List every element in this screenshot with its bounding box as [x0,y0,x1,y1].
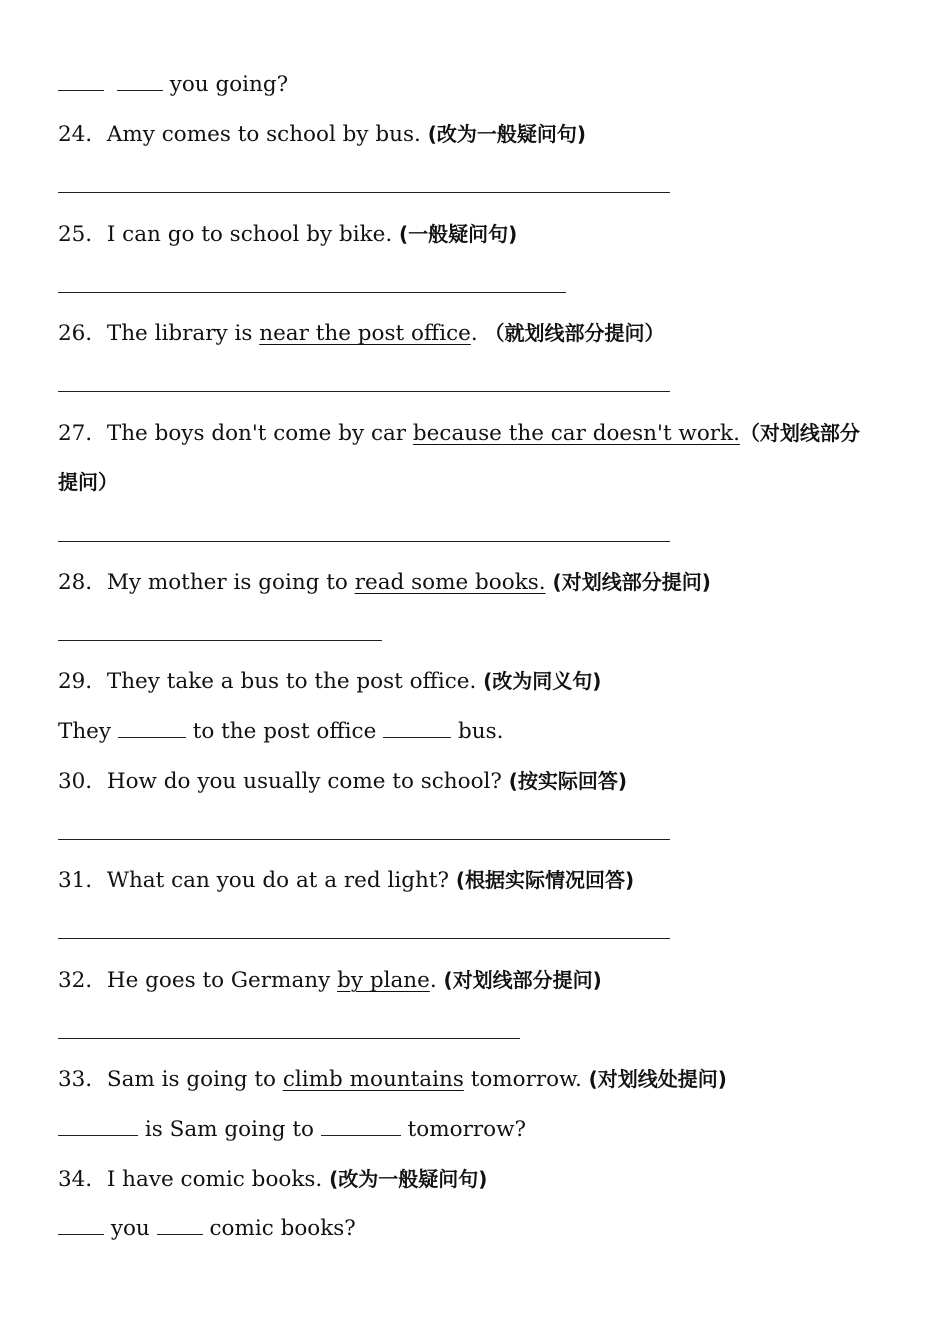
answer-text: comic books? [209,1216,356,1241]
answer-line-33 [58,1113,910,1145]
question-31 [58,864,910,896]
question-text: My mother is going to [106,570,355,595]
question-number: 28． [58,570,107,595]
question-text: I have comic books. [106,1167,330,1192]
answer-text: you going? [169,72,289,97]
answer-line[interactable] [58,938,670,939]
question-text: They take a bus to the post office. [106,669,484,694]
underlined-phrase: because the car doesn't work. [412,421,740,446]
question-text: How do you usually come to school? [106,769,509,794]
underlined-phrase: read some books. [354,570,546,595]
instruction-note: (根据实际情况回答) [455,868,635,892]
question-text: Amy comes to school by bus. [106,122,428,147]
answer-line-23 [58,68,910,100]
answer-line-29 [58,715,910,747]
answer-line[interactable] [58,640,382,641]
question-26 [58,317,910,349]
question-27 [58,417,910,449]
question-34 [58,1163,910,1195]
question-24 [58,118,910,150]
answer-text: you [110,1216,150,1241]
instruction-note: (对划线部分提问) [443,968,602,992]
instruction-note: 提问） [58,470,118,494]
answer-blank[interactable] [157,1212,203,1235]
question-text: tomorrow. [463,1067,589,1092]
underlined-phrase: climb mountains [282,1067,464,1092]
question-number: 33． [58,1067,107,1092]
question-number: 32． [58,968,107,993]
answer-blank[interactable] [58,1113,138,1136]
question-number: 27． [58,421,107,446]
answer-line[interactable] [58,1038,520,1039]
question-text: What can you do at a red light? [106,868,456,893]
answer-text: They [58,719,112,744]
question-number: 24． [58,122,107,147]
question-text: . [429,968,444,993]
question-30 [58,765,910,797]
question-28 [58,566,910,598]
question-25 [58,218,910,250]
instruction-note: （就划线部分提问） [484,321,665,345]
answer-line[interactable] [58,192,670,193]
instruction-note: (按实际回答) [508,769,628,793]
answer-blank[interactable] [58,1212,104,1235]
answer-blank[interactable] [118,715,186,738]
answer-line[interactable] [58,839,670,840]
instruction-note: (对划线处提问) [588,1067,727,1091]
answer-text: tomorrow? [407,1117,527,1142]
answer-line[interactable] [58,391,670,392]
question-text: The library is [106,321,260,346]
answer-line[interactable] [58,292,566,293]
question-number: 26． [58,321,107,346]
answer-blank[interactable] [58,68,104,91]
answer-blank[interactable] [383,715,451,738]
question-number: 29． [58,669,107,694]
question-text: He goes to Germany [106,968,338,993]
answer-text: is Sam going to [144,1117,314,1142]
question-text: The boys don't come by car [106,421,413,446]
instruction-note: (对划线部分提问) [545,570,711,594]
answer-line[interactable] [58,541,670,542]
question-number: 25． [58,222,107,247]
question-29 [58,665,910,697]
question-33 [58,1063,910,1095]
instruction-note: (改为一般疑问句) [329,1167,488,1191]
question-text: Sam is going to [106,1067,283,1092]
question-number: 30． [58,769,107,794]
instruction-note: (一般疑问句) [399,222,518,246]
instruction-note: (改为一般疑问句) [427,122,586,146]
instruction-note: (改为同义句) [483,669,602,693]
question-number: 34． [58,1167,107,1192]
question-number: 31． [58,868,107,893]
answer-text: to the post office [192,719,377,744]
question-27-continued [58,466,910,498]
question-text: . [470,321,485,346]
answer-blank[interactable] [117,68,163,91]
instruction-note: （对划线部分 [739,421,860,445]
answer-blank[interactable] [321,1113,401,1136]
underlined-phrase: near the post office [259,321,471,346]
question-text: I can go to school by bike. [106,222,400,247]
underlined-phrase: by plane [337,968,430,993]
answer-line-34 [58,1212,910,1244]
question-32 [58,964,910,996]
answer-text: bus. [457,719,504,744]
